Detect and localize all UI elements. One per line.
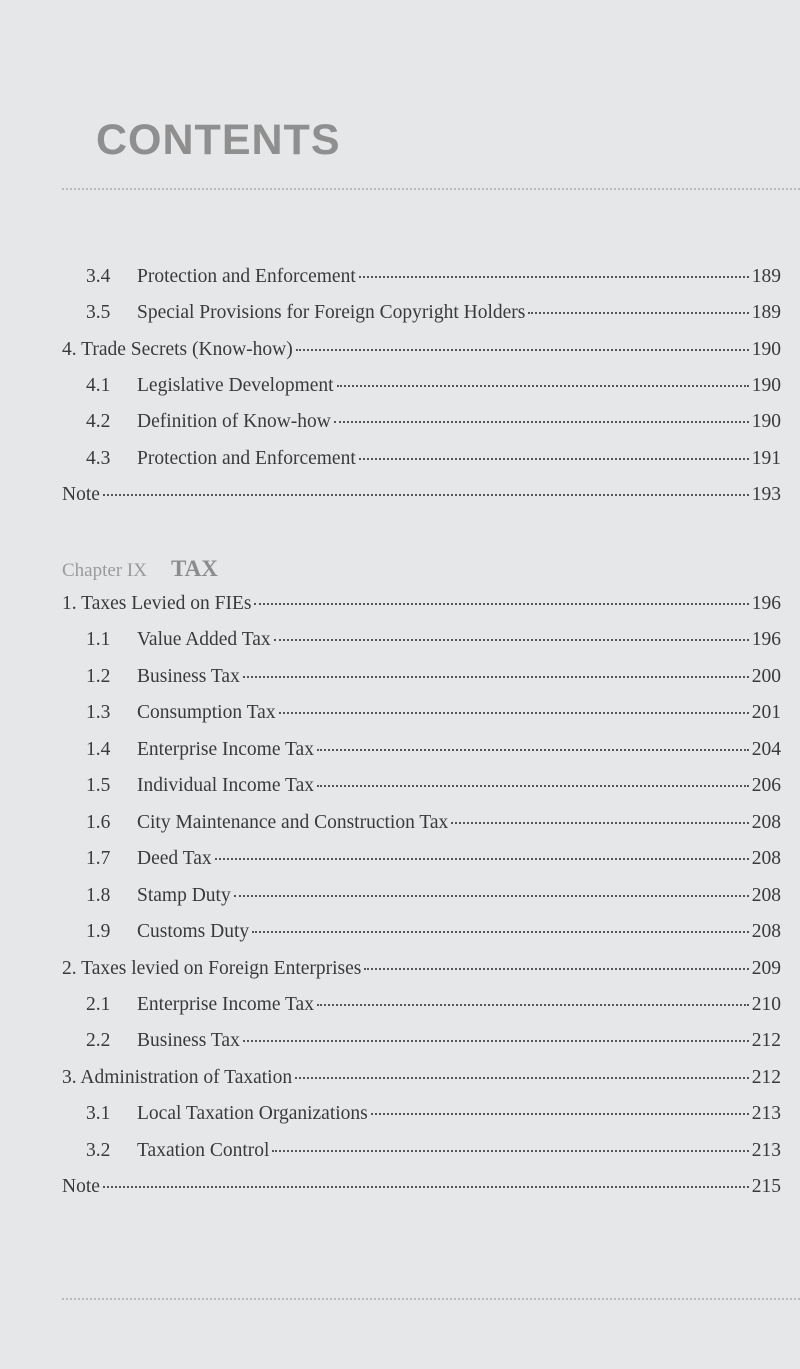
toc-entry xyxy=(62,264,781,290)
dot-leader xyxy=(103,494,749,496)
dot-leader xyxy=(364,968,748,970)
entry-title: 3. Administration of Taxation xyxy=(62,1066,293,1088)
dot-leader xyxy=(317,749,749,751)
top-dotted-rule xyxy=(62,188,800,190)
toc-entry xyxy=(62,700,781,726)
entry-page-number: 206 xyxy=(751,775,781,797)
dot-leader xyxy=(296,349,749,351)
entry-title: Enterprise Income Tax xyxy=(137,993,314,1015)
entry-title: Business Tax xyxy=(137,665,240,687)
toc-entry xyxy=(62,1138,781,1164)
toc-entry xyxy=(62,409,781,435)
toc-entry xyxy=(62,919,781,945)
entry-number: 3.2 xyxy=(86,1139,111,1161)
entry-title: Value Added Tax xyxy=(137,629,271,651)
entry-title: Deed Tax xyxy=(137,848,212,870)
toc-entry xyxy=(62,373,781,399)
entry-number: 1.5 xyxy=(86,775,111,797)
toc-entry xyxy=(62,810,781,836)
entry-page-number: 208 xyxy=(751,848,781,870)
entry-title: City Maintenance and Construction Tax xyxy=(137,811,449,833)
entry-page-number: 213 xyxy=(751,1139,781,1161)
entry-page-number: 208 xyxy=(751,811,781,833)
entry-title: Note xyxy=(62,1176,100,1198)
toc-entry xyxy=(62,337,781,363)
entry-page-number: 201 xyxy=(751,702,781,724)
entry-title: 2. Taxes levied on Foreign Enterprises xyxy=(62,957,362,979)
entry-page-number: 212 xyxy=(751,1030,781,1052)
entry-title: Special Provisions for Foreign Copyright Holders xyxy=(137,302,526,324)
entry-number: 1.7 xyxy=(86,848,111,870)
entry-page-number: 200 xyxy=(751,665,781,687)
toc-entry xyxy=(62,627,781,653)
entry-number: 3.1 xyxy=(86,1103,111,1125)
entry-number: 2.2 xyxy=(86,1030,111,1052)
entry-page-number: 208 xyxy=(751,884,781,906)
entry-number: 2.1 xyxy=(86,993,111,1015)
toc-entry xyxy=(62,1174,781,1200)
entry-number: 4.3 xyxy=(86,447,111,469)
entry-page-number: 209 xyxy=(751,957,781,979)
dot-leader xyxy=(103,1186,749,1188)
entry-title: Note xyxy=(62,483,100,505)
dot-leader xyxy=(317,1004,749,1006)
entry-number: 4.1 xyxy=(86,374,111,396)
entry-title: Stamp Duty xyxy=(137,884,231,906)
entry-title: Enterprise Income Tax xyxy=(137,738,314,760)
entry-number: 1.1 xyxy=(86,629,111,651)
dot-leader xyxy=(234,895,749,897)
dot-leader xyxy=(371,1113,749,1115)
toc-entry xyxy=(62,956,781,982)
entry-title: Protection and Enforcement xyxy=(137,266,356,287)
toc-entry xyxy=(62,1065,781,1091)
dot-leader xyxy=(337,385,749,387)
toc-entry xyxy=(62,737,781,763)
dot-leader xyxy=(274,639,749,641)
entry-page-number: 208 xyxy=(751,921,781,943)
entry-page-number: 189 xyxy=(751,266,781,287)
toc-entry xyxy=(62,1028,781,1054)
toc-entry xyxy=(62,482,781,508)
entry-title: Business Tax xyxy=(137,1030,240,1052)
toc-entry xyxy=(62,446,781,472)
page-title: CONTENTS xyxy=(96,116,341,164)
toc-entry xyxy=(62,300,781,326)
dot-leader xyxy=(451,822,748,824)
toc-entry xyxy=(62,883,781,909)
dot-leader xyxy=(272,1150,748,1152)
entry-number: 1.8 xyxy=(86,884,111,906)
entry-number: 1.9 xyxy=(86,921,111,943)
dot-leader xyxy=(279,712,749,714)
entry-page-number: 193 xyxy=(751,483,781,505)
entry-title: 1. Taxes Levied on FIEs xyxy=(62,593,252,614)
entry-title: Legislative Development xyxy=(137,374,334,396)
entry-title: Protection and Enforcement xyxy=(137,447,356,469)
entry-page-number: 204 xyxy=(751,738,781,760)
entry-title: Definition of Know-how xyxy=(137,411,331,433)
entry-page-number: 213 xyxy=(751,1103,781,1125)
entry-number: 3.4 xyxy=(86,266,111,287)
entry-page-number: 212 xyxy=(751,1066,781,1088)
toc-entry xyxy=(62,1101,781,1127)
dot-leader xyxy=(359,458,749,460)
entry-title: Consumption Tax xyxy=(137,702,276,724)
entry-number: 1.6 xyxy=(86,811,111,833)
chapter-label: Chapter IX xyxy=(62,560,147,581)
entry-page-number: 191 xyxy=(751,447,781,469)
entry-page-number: 210 xyxy=(751,993,781,1015)
toc-entry xyxy=(62,773,781,799)
entry-title: Customs Duty xyxy=(137,921,250,943)
entry-page-number: 215 xyxy=(751,1176,781,1198)
entry-page-number: 196 xyxy=(751,593,781,614)
entry-title: Individual Income Tax xyxy=(137,775,314,797)
entry-page-number: 190 xyxy=(751,411,781,433)
entry-page-number: 189 xyxy=(751,302,781,324)
dot-leader xyxy=(528,312,748,314)
dot-leader xyxy=(334,421,749,423)
dot-leader xyxy=(243,1040,749,1042)
dot-leader xyxy=(252,931,749,933)
toc-entry xyxy=(62,992,781,1018)
entry-number: 3.5 xyxy=(86,302,111,324)
dot-leader xyxy=(243,676,749,678)
entry-title: Local Taxation Organizations xyxy=(137,1103,368,1125)
toc-entry xyxy=(62,846,781,872)
entry-page-number: 190 xyxy=(751,338,781,360)
dot-leader xyxy=(317,785,749,787)
dot-leader xyxy=(295,1077,749,1079)
chapter-heading xyxy=(62,556,218,582)
bottom-dotted-rule xyxy=(62,1298,800,1300)
entry-number: 1.3 xyxy=(86,702,111,724)
entry-title: Taxation Control xyxy=(137,1139,270,1161)
toc-entry xyxy=(62,664,781,690)
entry-page-number: 196 xyxy=(751,629,781,651)
dot-leader xyxy=(215,858,749,860)
entry-title: 4. Trade Secrets (Know-how) xyxy=(62,338,293,360)
entry-number: 1.4 xyxy=(86,738,111,760)
entry-number: 4.2 xyxy=(86,411,111,433)
dot-leader xyxy=(359,276,749,278)
chapter-title: TAX xyxy=(170,556,218,581)
dot-leader xyxy=(254,603,748,605)
entry-number: 1.2 xyxy=(86,665,111,687)
entry-page-number: 190 xyxy=(751,374,781,396)
toc-entry xyxy=(62,591,781,617)
